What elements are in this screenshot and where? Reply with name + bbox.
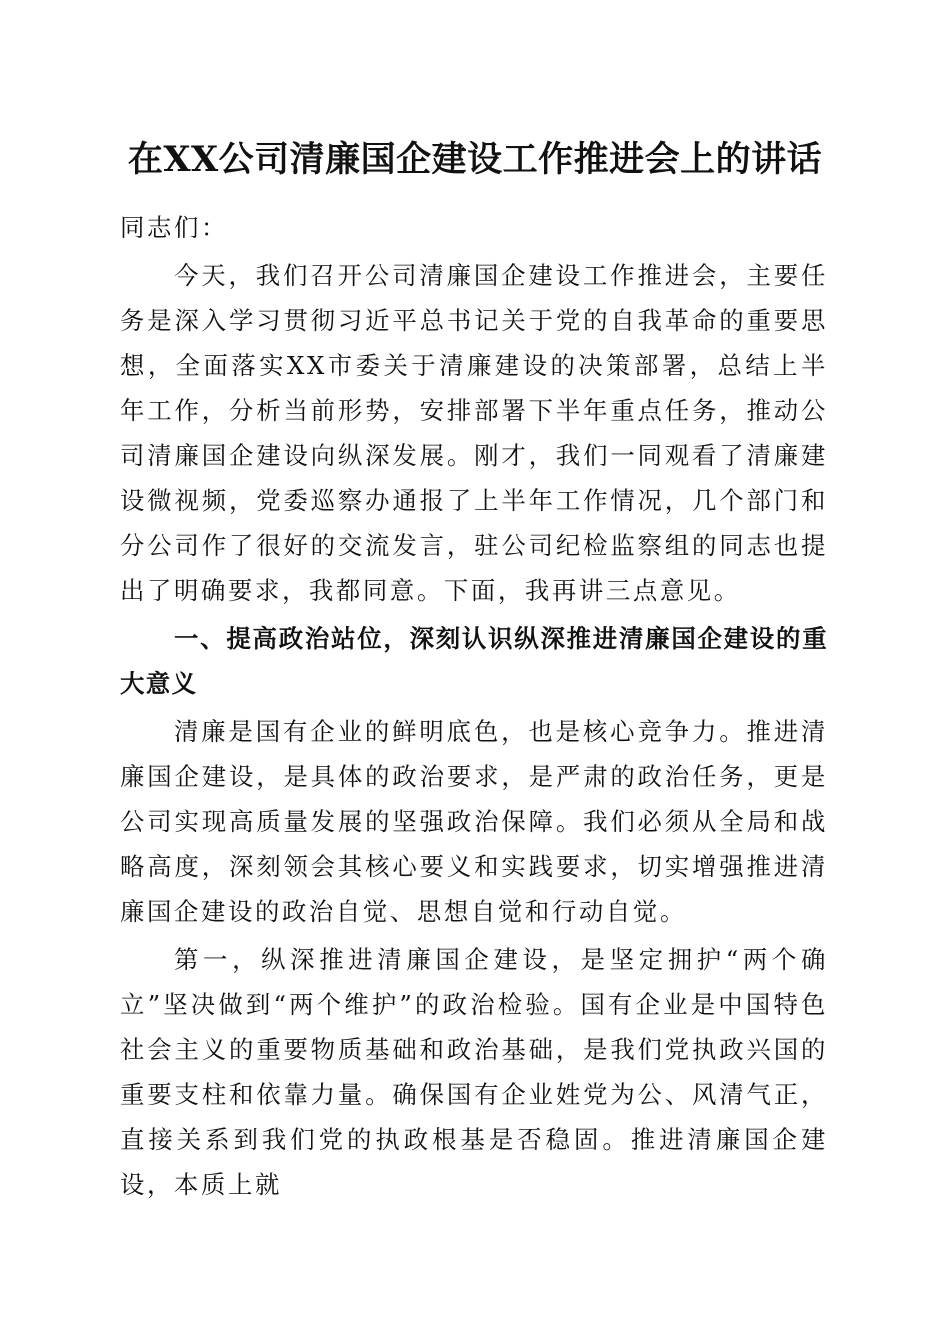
document-body [120,205,828,1207]
body-paragraph: 清廉是国有企业的鲜明底色，也是核心竞争力。推进清廉国企建设，是具体的政治要求，是严肃的政治任务，更是公司实现高质量发展的坚强政治保障。我们必须从全局和战略高度，深刻领会其核心要义和实践要求，切实增强推进清廉国企建设的政治自觉、思想自觉和行动自觉。 [120,717,828,926]
document-title: 在XX公司清廉国企建设工作推进会上的讲话 [127,139,823,180]
salutation: 同志们： [120,213,228,242]
body-paragraph: 今天，我们召开公司清廉国企建设工作推进会，主要任务是深入学习贯彻习近平总书记关于党的自我革命的重要思想，全面落实XX市委关于清廉建设的决策部署，总结上半年工作，分析当前形势，安排部署下半年重点任务，推动公司清廉国企建设向纵深发展。刚才，我们一同观看了清廉建设微视频，党委巡察办通报了上半年工作情况，几个部门和分公司作了很好的交流发言，驻公司纪检监察组的同志也提出了明确要求，我都同意。下面，我再讲三点意见。 [120,261,828,605]
body-paragraph: 第一，纵深推进清廉国企建设，是坚定拥护“两个确立”坚决做到“两个维护”的政治检验。国有企业是中国特色社会主义的重要物质基础和政治基础，是我们党执政兴国的重要支柱和依靠力量。确保国有企业姓党为公、风清气正，直接关系到我们党的执政根基是否稳固。推进清廉国企建设，本质上就 [120,945,828,1199]
section-heading: 一、提高政治站位，深刻认识纵深推进清廉国企建设的重大意义 [120,624,828,698]
